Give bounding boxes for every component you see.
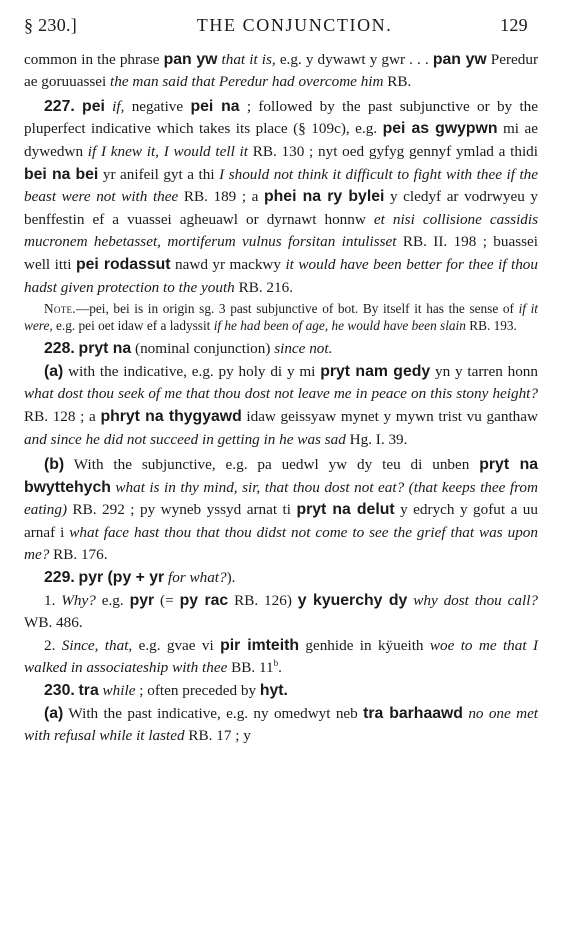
section-229-2: 2. Since, that, e.g. gvae vi pir imteith genhide in kÿueith woe to me that I walked in associateship with thee BB. 11$^b$.: [24, 636, 538, 677]
section-230: 230. tra while ; often preceded by hyt.: [44, 682, 288, 700]
running-header: [24, 14, 538, 37]
section-228-a: (a) with the indicative, e.g. py holy di y mi pryt nam gedy yn y tarren honn what dost thou seek of me that thou dost not leave me in peace on this stony height? RB. 128 ; a phryt na thygyawd idaw geissyaw mynet y mywn trist vu ganthaw and since he did not succeed in getting in he was sad Hg. I. 39.: [24, 362, 538, 448]
section-228-b: (b) With the subjunctive, e.g. pa uedwl yw dy teu di unben pryt na bwyttehych what is in thy mind, sir, that thou dost not eat? (that keeps thee from eating) RB. 292 ; py wyneb yssyd arnat ti pryt na delut y edrych y gofut a uu arnaf i what face hast thou that thou didst not come to see the grief that was upon me? RB. 176.: [24, 456, 539, 564]
paragraph-continued: common in the phrase pan yw that it is, e.g. y dywawt y gwr . . . pan yw Peredur ae goruuassei the man said that Peredur had overcome him RB.: [24, 50, 539, 91]
section-229-1: 1. Why? e.g. pyr (= py rac RB. 126) y kyuerchy dy why dost thou call? WB. 486.: [24, 591, 539, 632]
section-number: 227.: [44, 97, 75, 115]
section-number: 229.: [44, 569, 75, 587]
chapter-title: THE CONJUNCTION.: [196, 15, 393, 35]
note-227: Note.—pei, bei is in origin sg. 3 past subjunctive of bot. By itself it has the sense of if it were, e.g. pei oet idaw ef a ladyssit if he had been of age, he would have been slain RB. 193.: [24, 301, 539, 333]
section-228: 228. pryt na (nominal conjunction) since not.: [44, 340, 333, 358]
section-number: 228.: [44, 340, 75, 358]
section-230-a: (a) With the past indicative, e.g. ny omedwyt neb tra barhaawd no one met with refusal while it lasted RB. 17 ; y: [24, 704, 539, 745]
section-229: 229. pyr (py + yr for what?).: [44, 569, 236, 587]
page-number: 129: [500, 15, 528, 35]
section-227: 227. pei if, negative pei na ; followed by the past subjunctive or by the pluperfect indicative which takes its place (§ 109c), e.g. pei as gwypwn mi ae dywedwn if I knew it, I would tell it RB. 130 ; nyt oed gyfyg gennyf ymlad a thidi bei na bei yr anifeil gyt a thi I should not think it difficult to fight with thee if the beast were not with thee RB. 189 ; a phei na ry bylei y cledyf ar vodrwyeu y benffestin ef a vuassei agheuawl or dyrnawt honnw et nisi collisione cassidis mucronem hebetasset, mortiferum vulnus forsitan intulisset RB. II. 198 ; buassei well itti pei rodassut nawd yr mackwy it would have been better for thee if thou hadst given protection to the youth RB. 216.: [24, 97, 539, 296]
section-ref: § 230.]: [24, 15, 78, 35]
section-number: 230.: [44, 682, 75, 700]
